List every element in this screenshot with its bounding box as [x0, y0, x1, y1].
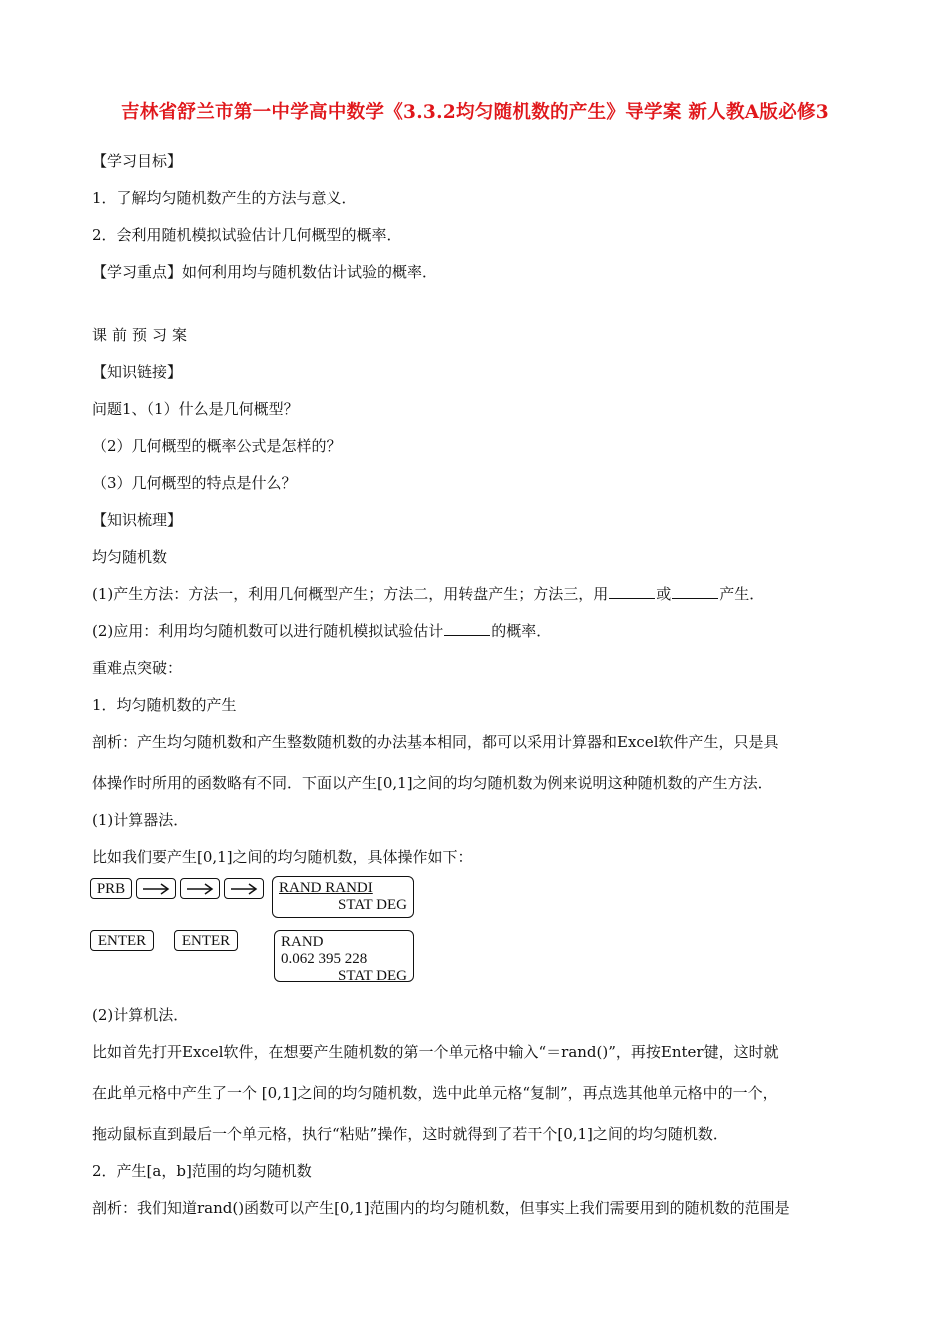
- subheading-2: 2．产生[a，b]范围的均匀随机数: [92, 1162, 312, 1180]
- application-end: 的概率．: [491, 622, 552, 640]
- application-line: [92, 621, 551, 641]
- computer-line-3: 拖动鼠标直到最后一个单元格，执行“粘贴”操作，这时就得到了若干个[0,1]之间的均匀随机数．: [92, 1125, 728, 1143]
- analysis-1-line-2: 体操作时所用的函数略有不同．下面以产生[0,1]之间的均匀随机数为例来说明这种随机数的产生方法．: [92, 774, 773, 792]
- method-line: [92, 584, 764, 604]
- calculator-intro: 比如我们要产生[0,1]之间的均匀随机数，具体操作如下：: [92, 848, 473, 866]
- screen2-line2: 0.062 395 228: [281, 951, 368, 967]
- section-heading-objectives: 【学习目标】: [92, 152, 183, 170]
- question-3: （3）几何概型的特点是什么？: [92, 474, 297, 492]
- objective-2: 2．会利用随机模拟试验估计几何概型的概率．: [92, 226, 402, 244]
- application-text: (2)应用：利用均匀随机数可以进行随机模拟试验估计: [92, 622, 444, 640]
- document-title: 吉林省舒兰市第一中学高中数学《3.3.2均匀随机数的产生》导学案 新人教A版必修3: [121, 102, 829, 123]
- screen1-line2: STAT DEG: [338, 897, 407, 913]
- analysis-2-line-1: 剖析：我们知道rand()函数可以产生[0,1]范围内的均匀随机数，但事实上我们需要用到的随机数的范围是: [92, 1199, 790, 1217]
- fill-blank-2[interactable]: [672, 584, 718, 599]
- prb-key: PRB: [90, 878, 132, 899]
- arrow-key-2: [180, 878, 220, 899]
- enter-key-1: ENTER: [90, 930, 154, 951]
- screen1-line1: RAND RANDI: [279, 880, 373, 896]
- method-end: 产生．: [719, 585, 765, 603]
- fill-blank-3[interactable]: [444, 621, 490, 636]
- subheading-1: 1．均匀随机数的产生: [92, 696, 237, 714]
- arrow-key-1: [136, 878, 176, 899]
- fill-blank-1[interactable]: [609, 584, 655, 599]
- right-arrow-icon: [185, 883, 215, 895]
- right-arrow-icon: [141, 883, 171, 895]
- objective-1: 1．了解均匀随机数产生的方法与意义．: [92, 189, 357, 207]
- section-heading-knowledge-review: 【知识梳理】: [92, 511, 183, 529]
- computer-line-2: 在此单元格中产生了一个 [0,1]之间的均匀随机数，选中此单元格“复制”，再点选其他单元格中的一个，: [92, 1084, 778, 1102]
- enter-key-2: ENTER: [174, 930, 238, 951]
- question-2: （2）几何概型的概率公式是怎样的？: [92, 437, 342, 455]
- method-or: 或: [656, 585, 672, 603]
- computer-method: (2)计算机法．: [92, 1006, 189, 1024]
- calculator-illustration: [90, 876, 430, 986]
- calculator-method: (1)计算器法．: [92, 811, 189, 829]
- method-text: (1)产生方法：方法一，利用几何概型产生；方法二，用转盘产生；方法三，用: [92, 585, 609, 603]
- calculator-screen-2: [274, 930, 414, 982]
- calculator-screen-1: [272, 876, 414, 918]
- screen2-line3: STAT DEG: [338, 968, 407, 984]
- computer-line-1: 比如首先打开Excel软件，在想要产生随机数的第一个单元格中输入“＝rand()”，再按Enter键，这时就: [92, 1043, 779, 1061]
- section-heading-knowledge-link: 【知识链接】: [92, 363, 183, 381]
- section-heading-preview: 课前预习案: [92, 326, 193, 344]
- section-heading-difficulty: 重难点突破：: [92, 659, 183, 677]
- question-1: 问题1、（1）什么是几何概型？: [92, 400, 299, 418]
- key-point: 【学习重点】如何利用均与随机数估计试验的概率．: [92, 263, 438, 281]
- analysis-1-line-1: 剖析：产生均匀随机数和产生整数随机数的办法基本相同，都可以采用计算器和Excel软件产生，只是具: [92, 733, 779, 751]
- topic-uniform-random: 均匀随机数: [92, 548, 168, 566]
- screen2-line1: RAND: [281, 934, 324, 950]
- right-arrow-icon: [229, 883, 259, 895]
- arrow-key-3: [224, 878, 264, 899]
